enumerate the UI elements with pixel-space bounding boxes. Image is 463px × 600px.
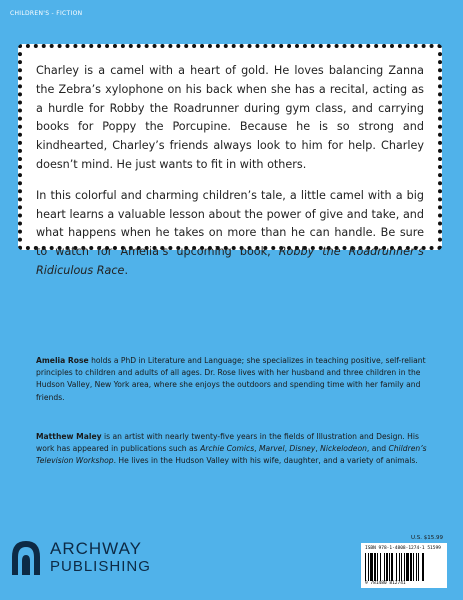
barcode-digits: 9 781480 812741 [365, 581, 406, 586]
illustrator-bio-text-2: . He lives in the Hudson Valley with his wife, daughter, and a variety of animals. [113, 456, 418, 466]
publisher-name-line2: PUBLISHING [50, 558, 151, 575]
publication-archie: Archie Comics [200, 444, 255, 454]
barcode-icon [365, 553, 443, 581]
publisher-logo [8, 537, 151, 577]
price-label: U.S. $15.99 [410, 535, 443, 541]
separator: , [315, 444, 321, 454]
isbn-addon: 51599 [427, 546, 441, 551]
category-label: CHILDREN'S - FICTION [10, 10, 83, 17]
publication-marvel: Marvel [258, 444, 285, 454]
isbn-number: ISBN 978-1-4808-1274-1 [365, 546, 425, 551]
author-bio-text: holds a PhD in Literature and Language; she specializes in teaching positive, self-reliant principles to children and adults of all ages. Dr. Rose lives with her husband and three children in the Hudson Valley, New York area, where she enjoys the outdoors and spending time with her family and friends. [36, 356, 426, 402]
blurb-box [18, 44, 442, 277]
upcoming-book-title: Robby the Roadrunner’s Ridiculous Race [36, 245, 424, 277]
blurb-paragraph-2-end: . [124, 263, 128, 277]
author-name: Amelia Rose [36, 356, 89, 365]
publication-nickelodeon: Nickelodeon [320, 444, 367, 454]
blurb-paragraph-2-text: In this colorful and charming children’s tale, a little camel with a big heart learns a valuable lesson about the power of give and take, and what happens when he takes on more than he can handle. Be sure to watch for Amelia’s upcoming book, [36, 188, 424, 259]
publisher-wordmark [50, 539, 151, 575]
separator: , and [366, 444, 389, 454]
publication-ctw: Children’s Television Workshop [36, 444, 427, 466]
blurb-paragraph-1: Charley is a camel with a heart of gold. He loves balancing Zanna the Zebra’s xylophone on his back when she has a recital, acting as a hurdle for Robby the Roadrunner during gym class, and carrying books for Poppy the Porcupine. Because he is so strong and kindhearted, Charley’s friends always look to him for help. Charley doesn’t mind. He just wants to fit in with others. [36, 64, 424, 171]
illustrator-bio-text-1: is an artist with nearly twenty-five years in the fields of Illustration and Design. His work has appeared in publications such as [36, 432, 419, 454]
separator: , [284, 444, 290, 454]
separator: , [254, 444, 259, 454]
illustrator-name: Matthew Maley [36, 432, 102, 441]
illustrator-bio [36, 431, 432, 468]
publisher-name-line1: ARCHWAY [50, 539, 142, 558]
blurb-paragraph-2 [36, 187, 424, 281]
publication-disney: Disney [289, 444, 316, 454]
author-bio [36, 355, 432, 404]
archway-logo-icon [8, 537, 44, 577]
isbn-barcode [361, 543, 447, 588]
isbn-label [365, 546, 441, 551]
